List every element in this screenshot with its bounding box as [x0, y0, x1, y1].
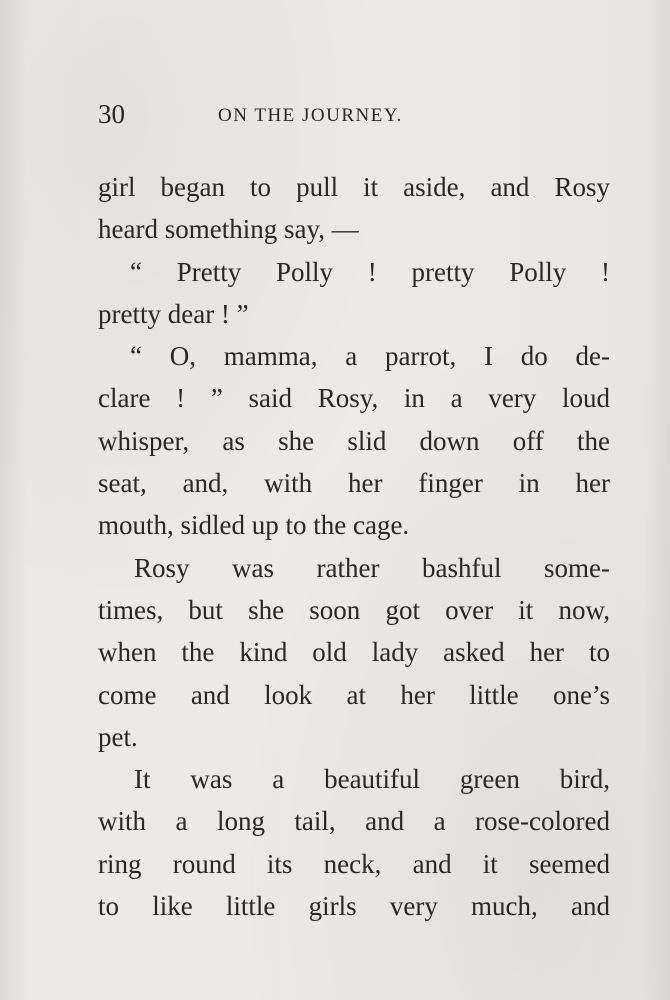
page-header — [98, 94, 610, 134]
text-line: with a long tail, and a rose-colored — [98, 806, 610, 837]
text-line: Rosy was rather bashful some- — [134, 552, 610, 583]
text-line: whisper, as she slid down off the — [98, 425, 610, 456]
text-line: “ O, mamma, a parrot, I do de- — [130, 341, 610, 372]
text-line: come and look at her little one’s — [98, 679, 610, 710]
text-line: heard something say, — — [98, 214, 359, 245]
text-line: when the kind old lady asked her to — [98, 637, 610, 668]
page-number: 30 — [98, 99, 125, 129]
text-line: pet. — [98, 721, 138, 752]
body-text — [98, 166, 610, 927]
text-line: seat, and, with her finger in her — [98, 468, 610, 499]
text-line: mouth, sidled up to the cage. — [98, 510, 410, 541]
text-line: It was a beautiful green bird, — [134, 764, 610, 795]
text-line: pretty dear ! ” — [98, 298, 249, 329]
running-title: ON THE JOURNEY. — [218, 105, 403, 126]
text-line: “ Pretty Polly ! pretty Polly ! — [130, 256, 610, 287]
text-line: girl began to pull it aside, and Rosy — [98, 172, 610, 202]
text-line: ring round its neck, and it seemed — [98, 848, 610, 879]
text-line: to like little girls very much, and — [98, 891, 610, 922]
text-line: times, but she soon got over it now, — [98, 594, 610, 625]
text-line: clare ! ” said Rosy, in a very loud — [98, 383, 610, 414]
